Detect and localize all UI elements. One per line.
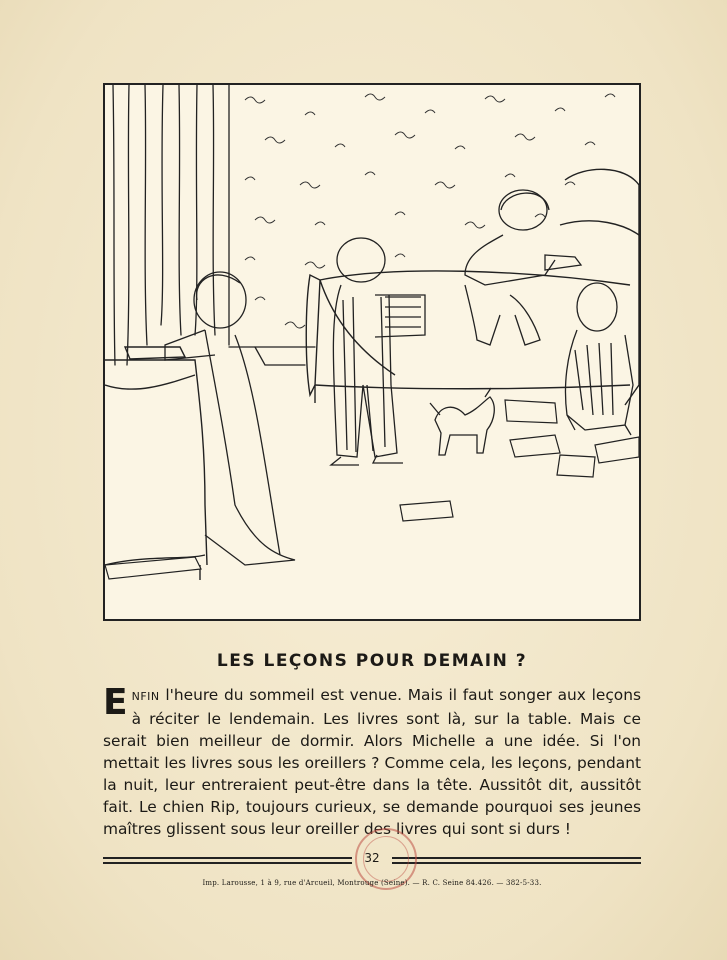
bedroom-scene-drawing [105,85,639,619]
story-paragraph [103,684,641,840]
page-number: 32 [364,851,380,865]
first-word-small-caps: NFIN [131,690,160,703]
story-title: LES LEÇONS POUR DEMAIN ? [216,651,528,671]
drop-cap-letter: E [103,682,128,723]
story-body-text: l'heure du sommeil est venue. Mais il faut songer aux leçons à réciter le lendemain. Les livres sont là, sur la table. Mais ce serait bien meilleur de dormir. Alors Michelle a une idée. Si l'on mettait les livres sous les oreillers ? Comme cela, les leçons, pendant la nuit, leur entreraient peut-être dans la tête. Aussitôt dit, aussitôt fait. Le chien Rip, toujours curieux, se demande pourquoi ses jeunes maîtres glissent sous leur oreiller des livres qui sont si durs ! [103,686,641,838]
bedroom-illustration [103,83,641,621]
footer-rule-left-top [103,857,352,859]
footer-rule-left-bottom [103,862,352,864]
footer-rule-right-top [392,857,641,859]
footer-rule-right-bottom [392,862,641,864]
printer-imprint: Imp. Larousse, 1 à 9, rue d'Arcueil, Montrouge (Seine). — R. C. Seine 84.426. — 382-5-33. [202,879,542,887]
